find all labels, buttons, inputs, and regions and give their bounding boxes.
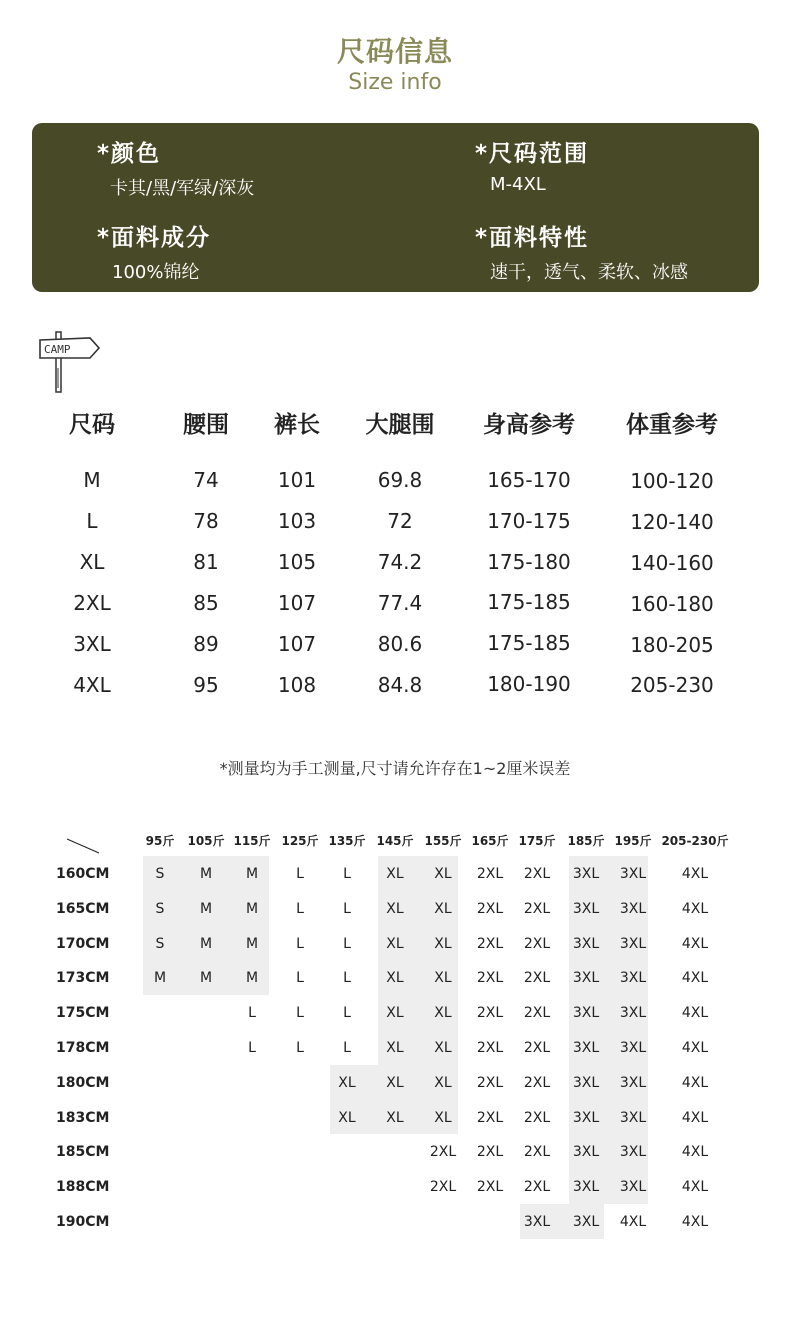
size-recommendation-cell: XL	[386, 866, 404, 882]
size-recommendation-cell: 2XL	[523, 1074, 551, 1091]
thigh-cell: 77.4	[377, 591, 423, 615]
size-recommendation-cell: 3XL	[572, 935, 600, 952]
header-size: 尺码	[69, 412, 115, 438]
weight-cell: 140-160	[630, 551, 714, 575]
height-label: 165CM	[56, 900, 110, 917]
weight-cell: 160-180	[630, 592, 714, 616]
height-label: 183CM	[56, 1109, 110, 1126]
size-recommendation-cell: L	[343, 1040, 351, 1056]
size-recommendation-cell: 3XL	[619, 1109, 647, 1126]
size-recommendation-cell: 4XL	[681, 866, 709, 882]
size-recommendation-cell: 3XL	[619, 900, 647, 917]
color-value: 卡其/黑/军绿/深灰	[110, 178, 255, 199]
size-recommendation-cell: 2XL	[476, 1179, 504, 1196]
size-recommendation-cell: XL	[434, 970, 452, 987]
size-recommendation-cell: XL	[434, 1005, 452, 1022]
size-recommendation-cell: M	[245, 935, 259, 952]
weight-header: 195斤	[614, 834, 652, 848]
height-label: 180CM	[56, 1074, 110, 1091]
header-waist: 腰围	[183, 412, 229, 438]
size-recommendation-cell: M	[199, 970, 213, 987]
product-info-panel	[32, 123, 759, 292]
size-recommendation-cell: 3XL	[619, 970, 647, 987]
size-recommendation-cell: XL	[386, 970, 404, 987]
size-recommendation-cell: XL	[386, 1109, 404, 1126]
camp-signpost-icon	[36, 328, 102, 394]
size-recommendation-cell: XL	[386, 935, 404, 952]
waist-cell: 81	[193, 550, 219, 574]
size-recommendation-cell: M	[199, 900, 213, 917]
size-recommendation-cell: 4XL	[681, 1179, 709, 1196]
weight-header: 205-230斤	[661, 834, 729, 848]
size-recommendation-cell: 3XL	[572, 866, 600, 882]
length-cell: 103	[277, 509, 317, 533]
weight-header: 165斤	[471, 834, 509, 848]
size-recommendation-cell: L	[296, 935, 304, 952]
size-recommendation-cell: M	[245, 970, 259, 987]
size-recommendation-cell: XL	[386, 900, 404, 917]
size-recommendation-cell: 3XL	[619, 1144, 647, 1161]
size-recommendation-cell: XL	[434, 1074, 452, 1091]
camp-sign-text: CAMP	[44, 343, 71, 356]
size-recommendation-cell: 4XL	[681, 900, 709, 917]
size-recommendation-cell: 3XL	[572, 1144, 600, 1161]
weight-header: 135斤	[328, 834, 366, 848]
size-recommendation-cell: 3XL	[572, 1040, 600, 1056]
fabric-label: *面料成分	[97, 225, 212, 251]
weight-header: 145斤	[376, 834, 414, 848]
weight-cell: 120-140	[630, 510, 714, 534]
size-recommendation-cell: S	[155, 935, 165, 952]
weight-header: 125斤	[281, 834, 319, 848]
thigh-cell: 84.8	[377, 673, 423, 697]
waist-cell: 85	[193, 591, 219, 615]
length-cell: 108	[277, 673, 317, 697]
size-recommendation-cell: L	[343, 1005, 351, 1022]
weight-header: 105斤	[187, 834, 225, 848]
size-recommendation-cell: 2XL	[476, 1040, 504, 1056]
size-recommendation-cell: L	[296, 1040, 304, 1056]
size-recommendation-cell: L	[296, 970, 304, 987]
size-recommendation-cell: 4XL	[681, 1214, 709, 1230]
size-range-value: M-4XL	[490, 174, 546, 195]
page-subtitle: Size info	[348, 70, 442, 95]
height-label: 188CM	[56, 1179, 110, 1196]
size-range-label: *尺码范围	[475, 141, 590, 167]
header-height-ref: 身高参考	[483, 412, 575, 438]
thigh-cell: 80.6	[377, 632, 423, 656]
size-recommendation-cell: L	[343, 935, 351, 952]
size-recommendation-cell: 3XL	[619, 1005, 647, 1022]
size-recommendation-cell: L	[343, 866, 351, 882]
size-recommendation-cell: 2XL	[476, 900, 504, 917]
size-recommendation-cell: S	[155, 866, 165, 882]
height-cell: 165-170	[487, 468, 571, 492]
size-recommendation-cell: 2XL	[476, 1074, 504, 1091]
weight-cell: 100-120	[630, 469, 714, 493]
height-label: 175CM	[56, 1005, 110, 1022]
height-label: 190CM	[56, 1214, 110, 1230]
size-recommendation-cell: XL	[386, 1074, 404, 1091]
size-cell: M	[83, 468, 101, 492]
size-recommendation-cell: 2XL	[523, 1144, 551, 1161]
feature-value: 速干，透气、柔软、冰感	[490, 262, 688, 283]
waist-cell: 78	[193, 509, 219, 533]
size-recommendation-cell: 2XL	[429, 1179, 457, 1196]
size-recommendation-cell: L	[296, 866, 304, 882]
color-label: *颜色	[97, 141, 162, 167]
size-recommendation-cell: 2XL	[476, 1144, 504, 1161]
weight-cell: 205-230	[630, 673, 714, 697]
header-weight-ref: 体重参考	[626, 412, 718, 438]
thigh-cell: 69.8	[377, 468, 423, 492]
height-label: 178CM	[56, 1040, 110, 1056]
weight-header: 175斤	[518, 834, 556, 848]
size-recommendation-cell: XL	[386, 1040, 404, 1056]
thigh-cell: 72	[387, 509, 413, 533]
size-recommendation-cell: XL	[386, 1005, 404, 1022]
height-cell: 175-185	[487, 590, 571, 614]
weight-header: 155斤	[424, 834, 462, 848]
size-recommendation-cell: 2XL	[523, 970, 551, 987]
size-recommendation-cell: 3XL	[619, 1179, 647, 1196]
size-recommendation-cell: M	[199, 866, 213, 882]
size-recommendation-cell: 2XL	[429, 1144, 457, 1161]
size-cell: 4XL	[73, 673, 111, 697]
size-recommendation-cell: 4XL	[681, 970, 709, 987]
size-recommendation-cell: 2XL	[523, 900, 551, 917]
height-label: 170CM	[56, 935, 110, 952]
size-recommendation-cell: L	[248, 1005, 256, 1022]
waist-cell: 95	[193, 673, 219, 697]
size-recommendation-cell: 4XL	[681, 1144, 709, 1161]
weight-header: 95斤	[145, 834, 175, 848]
height-cell: 170-175	[487, 509, 571, 533]
size-recommendation-cell: 2XL	[476, 1109, 504, 1126]
size-recommendation-cell: XL	[338, 1109, 356, 1126]
weight-cell: 180-205	[630, 633, 714, 657]
size-recommendation-cell: 4XL	[619, 1214, 647, 1230]
length-cell: 105	[277, 550, 317, 574]
size-recommendation-cell: 2XL	[523, 1040, 551, 1056]
size-recommendation-cell: 2XL	[523, 1005, 551, 1022]
header-length: 裤长	[274, 412, 320, 438]
size-cell: 2XL	[73, 591, 111, 615]
thigh-cell: 74.2	[377, 550, 423, 574]
size-recommendation-cell: 3XL	[572, 1109, 600, 1126]
size-recommendation-cell: 2XL	[476, 970, 504, 987]
size-recommendation-cell: 3XL	[572, 1005, 600, 1022]
size-recommendation-cell: M	[245, 866, 259, 882]
size-recommendation-cell: XL	[434, 1040, 452, 1056]
size-recommendation-cell: 3XL	[619, 1040, 647, 1056]
size-recommendation-cell: 3XL	[523, 1214, 551, 1230]
size-recommendation-cell: 2XL	[523, 866, 551, 882]
size-recommendation-cell: 2XL	[476, 935, 504, 952]
size-recommendation-cell: M	[153, 970, 167, 987]
size-recommendation-chart	[0, 820, 790, 1260]
size-recommendation-cell: L	[343, 970, 351, 987]
height-cell: 175-180	[487, 550, 571, 574]
weight-header: 115斤	[233, 834, 271, 848]
size-recommendation-cell: L	[296, 1005, 304, 1022]
size-recommendation-cell: XL	[434, 900, 452, 917]
size-recommendation-cell: 3XL	[572, 1074, 600, 1091]
size-recommendation-cell: XL	[434, 866, 452, 882]
size-recommendation-cell: M	[199, 935, 213, 952]
size-recommendation-cell: L	[343, 900, 351, 917]
length-cell: 107	[277, 591, 317, 615]
measurement-note: *测量均为手工测量,尺寸请允许存在1~2厘米误差	[219, 759, 571, 778]
weight-header: 185斤	[567, 834, 605, 848]
size-recommendation-cell: 2XL	[523, 1109, 551, 1126]
height-label: 160CM	[56, 866, 110, 882]
feature-label: *面料特性	[475, 225, 590, 251]
size-recommendation-cell: 3XL	[619, 1074, 647, 1091]
size-recommendation-cell: XL	[434, 1109, 452, 1126]
size-recommendation-cell: M	[245, 900, 259, 917]
size-recommendation-cell: L	[248, 1040, 256, 1056]
size-recommendation-cell: L	[296, 900, 304, 917]
height-cell: 175-185	[487, 631, 571, 655]
size-recommendation-cell: 3XL	[572, 900, 600, 917]
corner-diagonal-line	[66, 838, 100, 854]
size-recommendation-cell: 4XL	[681, 1040, 709, 1056]
header-thigh: 大腿围	[365, 412, 435, 438]
size-recommendation-cell: 2XL	[523, 1179, 551, 1196]
length-cell: 107	[277, 632, 317, 656]
height-cell: 180-190	[487, 672, 571, 696]
height-label: 173CM	[56, 970, 110, 987]
size-cell: XL	[79, 550, 105, 574]
size-recommendation-cell: 3XL	[572, 1214, 600, 1230]
size-recommendation-cell: 4XL	[681, 1005, 709, 1022]
fabric-value: 100%锦纶	[112, 262, 200, 283]
size-recommendation-cell: 2XL	[523, 935, 551, 952]
size-cell: L	[86, 509, 98, 533]
size-recommendation-cell: 4XL	[681, 935, 709, 952]
size-recommendation-cell: 3XL	[572, 970, 600, 987]
size-recommendation-cell: 2XL	[476, 866, 504, 882]
size-recommendation-cell: 4XL	[681, 1109, 709, 1126]
length-cell: 101	[277, 468, 317, 492]
size-recommendation-cell: 3XL	[572, 1179, 600, 1196]
size-recommendation-cell: XL	[434, 935, 452, 952]
page-title: 尺码信息	[336, 35, 453, 68]
size-cell: 3XL	[73, 632, 111, 656]
height-label: 185CM	[56, 1144, 110, 1161]
size-recommendation-cell: 4XL	[681, 1074, 709, 1091]
waist-cell: 74	[193, 468, 219, 492]
size-recommendation-cell: 3XL	[619, 866, 647, 882]
size-recommendation-cell: 3XL	[619, 935, 647, 952]
waist-cell: 89	[193, 632, 219, 656]
size-recommendation-cell: S	[155, 900, 165, 917]
size-recommendation-cell: 2XL	[476, 1005, 504, 1022]
size-recommendation-cell: XL	[338, 1074, 356, 1091]
